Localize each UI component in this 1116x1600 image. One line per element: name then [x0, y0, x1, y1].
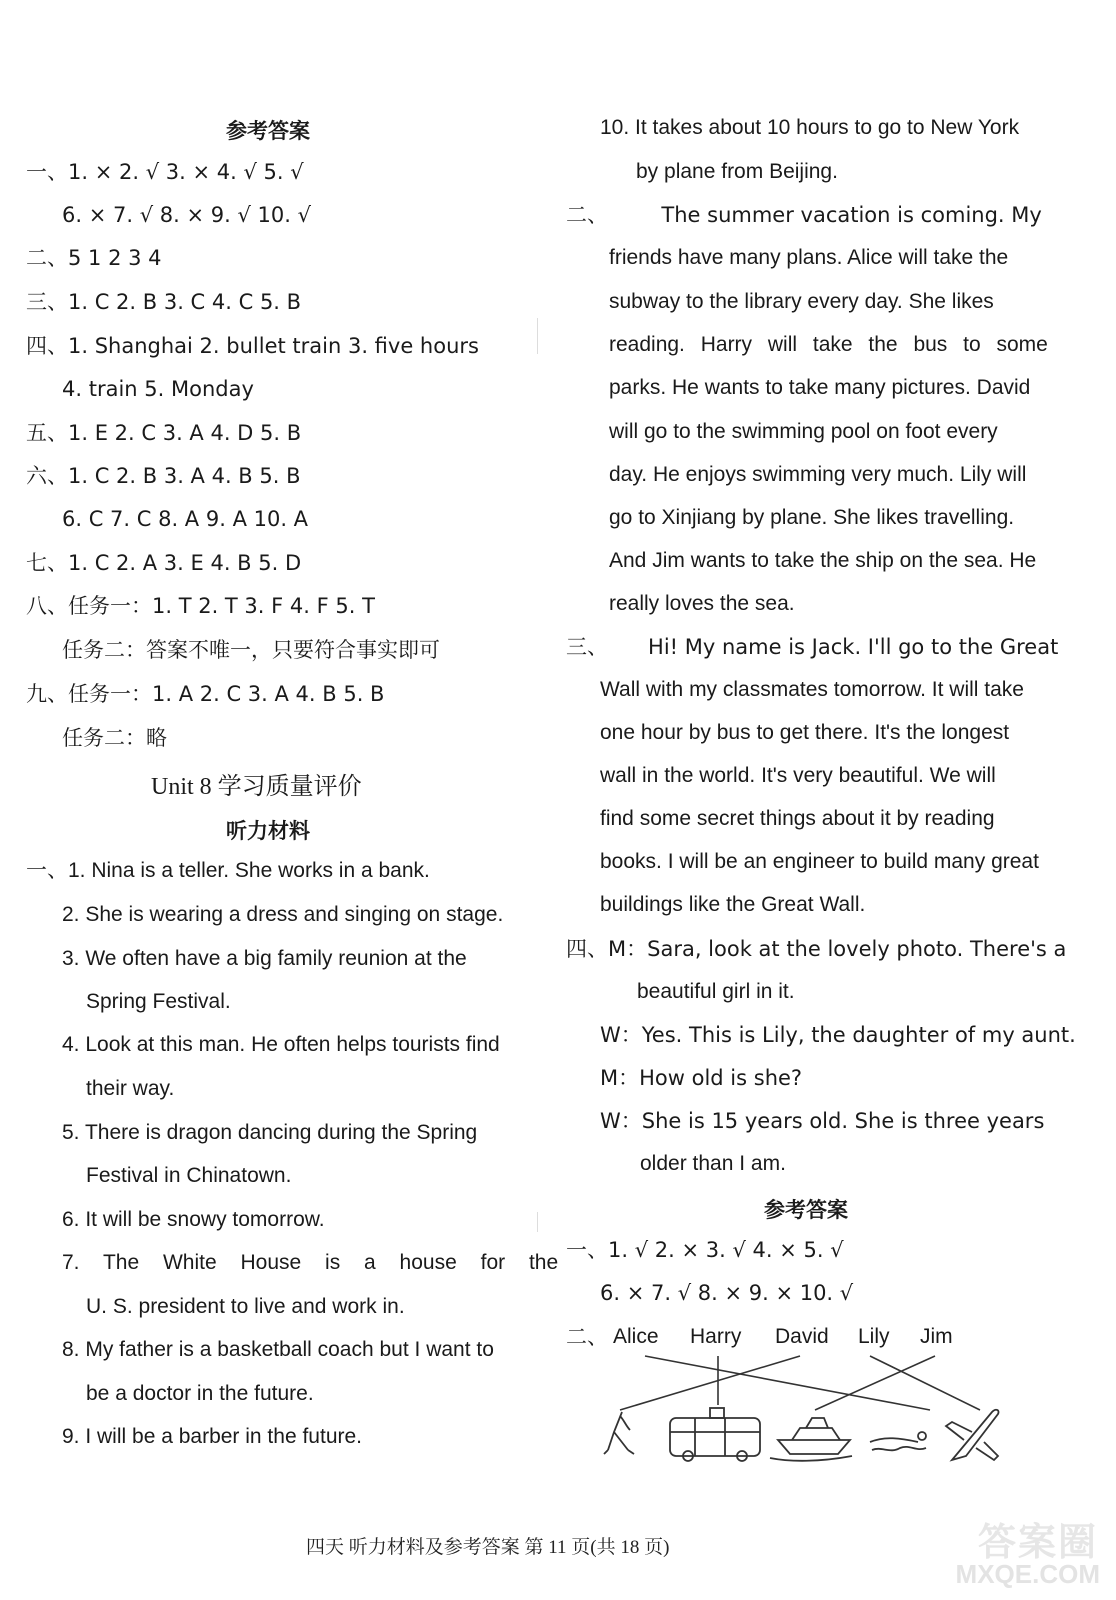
- listening-line-9: 6. It will be snowy tomorrow.: [62, 1208, 325, 1231]
- left-line-12: 任务二：答案不唯一，只要符合事实即可: [62, 638, 440, 662]
- name-lily: Lily: [858, 1325, 890, 1348]
- right-line-7: parks. He wants to take many pictures. David: [609, 376, 1031, 399]
- listening-line-10: 7. The White House is a house for the: [62, 1251, 559, 1274]
- listening-line-7: 5. There is dragon dancing during the Spring: [62, 1121, 478, 1144]
- listening-title: 听力材料: [226, 819, 310, 843]
- right-line-8: will go to the swimming pool on foot every: [609, 420, 998, 443]
- bus-icon: [670, 1408, 760, 1461]
- column-divider-bottom: [537, 1212, 538, 1232]
- left-line-10: 七、1. C 2. A 3. E 4. B 5. D: [26, 551, 302, 575]
- name-jim: Jim: [920, 1325, 953, 1348]
- matching-drawing: [600, 1350, 1020, 1470]
- page-footer: 四天 听力材料及参考答案 第 11 页(共 18 页): [306, 1537, 670, 1558]
- right-line-17: find some secret things about it by reading: [600, 807, 995, 830]
- right-line-19: buildings like the Great Wall.: [600, 893, 866, 916]
- left-line-14: 任务二：略: [62, 726, 167, 750]
- right-line-4: friends have many plans. Alice will take the: [609, 246, 1009, 269]
- left-line-6: 4. train 5. Monday: [62, 377, 254, 401]
- right-line-25: older than I am.: [640, 1152, 786, 1175]
- right-line-6: reading. Harry will take the bus to some: [609, 333, 1048, 356]
- listening-line-4: Spring Festival.: [86, 990, 231, 1013]
- right-line-13: 三、 Hi! My name is Jack. I'll go to the Great: [566, 635, 1059, 659]
- right-line-18: books. I will be an engineer to build many great: [600, 850, 1039, 873]
- left-line-4: 三、1. C 2. B 3. C 4. C 5. B: [26, 290, 302, 314]
- name-alice: Alice: [613, 1325, 659, 1348]
- left-line-8: 六、1. C 2. B 3. A 4. B 5. B: [26, 464, 301, 488]
- right-line-12: really loves the sea.: [609, 592, 795, 615]
- watermark-top-text: 答案圈: [977, 1520, 1098, 1564]
- names-prefix: 二、: [566, 1325, 608, 1349]
- walking-icon: [604, 1412, 634, 1454]
- right-line-10: go to Xinjiang by plane. She likes travelling.: [609, 506, 1015, 529]
- right-line-5: subway to the library every day. She likes: [609, 290, 994, 313]
- right-line-23: M：How old is she?: [600, 1066, 803, 1090]
- right-line-16: wall in the world. It's very beautiful. We will: [600, 764, 996, 787]
- right-line-2: by plane from Beijing.: [636, 160, 838, 183]
- unit-title: Unit 8 学习质量评价: [151, 774, 362, 800]
- right-line-21: beautiful girl in it.: [637, 980, 795, 1003]
- listening-line-6: their way.: [86, 1077, 175, 1100]
- watermark: [911, 1509, 1106, 1594]
- listening-line-3-text: 3. We often have a big family reunion at the: [62, 947, 467, 970]
- right-line-24: W：She is 15 years old. She is three years: [600, 1109, 1045, 1133]
- left-line-11: 八、任务一：1. T 2. T 3. F 4. F 5. T: [26, 594, 375, 618]
- listening-line-1: 一、1. Nina is a teller. She works in a bank.: [26, 859, 430, 882]
- listening-line-3: [62, 945, 514, 973]
- right-line-1: 10. It takes about 10 hours to go to New York: [600, 116, 1020, 139]
- listening-line-14: 9. I will be a barber in the future.: [62, 1425, 362, 1448]
- left-line-7: 五、1. E 2. C 3. A 4. D 5. B: [26, 421, 302, 445]
- name-harry: Harry: [690, 1325, 742, 1348]
- listening-line-11: U. S. president to live and work in.: [86, 1295, 405, 1318]
- left-answer-title: 参考答案: [226, 119, 310, 143]
- airplane-icon: [946, 1410, 999, 1460]
- match-line-david: [620, 1356, 800, 1410]
- listening-line-5: 4. Look at this man. He often helps tourists find: [62, 1033, 500, 1056]
- right-line-15: one hour by bus to get there. It's the longest: [600, 721, 1010, 744]
- left-line-3: 二、5 1 2 3 4: [26, 246, 162, 270]
- right-answer-line-1: 一、1. √ 2. × 3. √ 4. × 5. √: [566, 1238, 844, 1262]
- listening-line-8: Festival in Chinatown.: [86, 1164, 292, 1187]
- right-line-20: 四、M：Sara, look at the lovely photo. There's a: [566, 937, 1067, 961]
- listening-line-2: 2. She is wearing a dress and singing on stage.: [62, 903, 504, 926]
- watermark-bottom-text: MXQE.COM: [955, 1559, 1100, 1589]
- left-line-1: 一、1. × 2. √ 3. × 4. √ 5. √: [26, 160, 304, 184]
- right-line-22: W：Yes. This is Lily, the daughter of my aunt.: [600, 1023, 1076, 1047]
- ship-icon: [770, 1418, 852, 1461]
- swimming-icon: [870, 1432, 926, 1450]
- name-david: David: [775, 1325, 829, 1348]
- listening-line-12: 8. My father is a basketball coach but I want to: [62, 1338, 494, 1361]
- listening-line-13: be a doctor in the future.: [86, 1382, 314, 1405]
- left-line-13: 九、任务一：1. A 2. C 3. A 4. B 5. B: [26, 682, 385, 706]
- right-line-14: Wall with my classmates tomorrow. It will take: [600, 678, 1024, 701]
- right-line-3: 二、 The summer vacation is coming. My: [566, 203, 1042, 227]
- left-line-2: 6. × 7. √ 8. × 9. √ 10. √: [62, 203, 311, 227]
- right-line-9: day. He enjoys swimming very much. Lily will: [609, 463, 1027, 486]
- left-line-9: 6. C 7. C 8. A 9. A 10. A: [62, 507, 309, 531]
- column-divider-top: [537, 318, 538, 354]
- right-answer-title: 参考答案: [764, 1198, 848, 1222]
- right-answer-line-2: 6. × 7. √ 8. × 9. × 10. √: [600, 1281, 854, 1305]
- right-line-11: And Jim wants to take the ship on the sea. He: [609, 549, 1037, 572]
- left-line-5: 四、1. Shanghai 2. bullet train 3. five hours: [26, 334, 479, 358]
- match-line-jim: [815, 1356, 935, 1410]
